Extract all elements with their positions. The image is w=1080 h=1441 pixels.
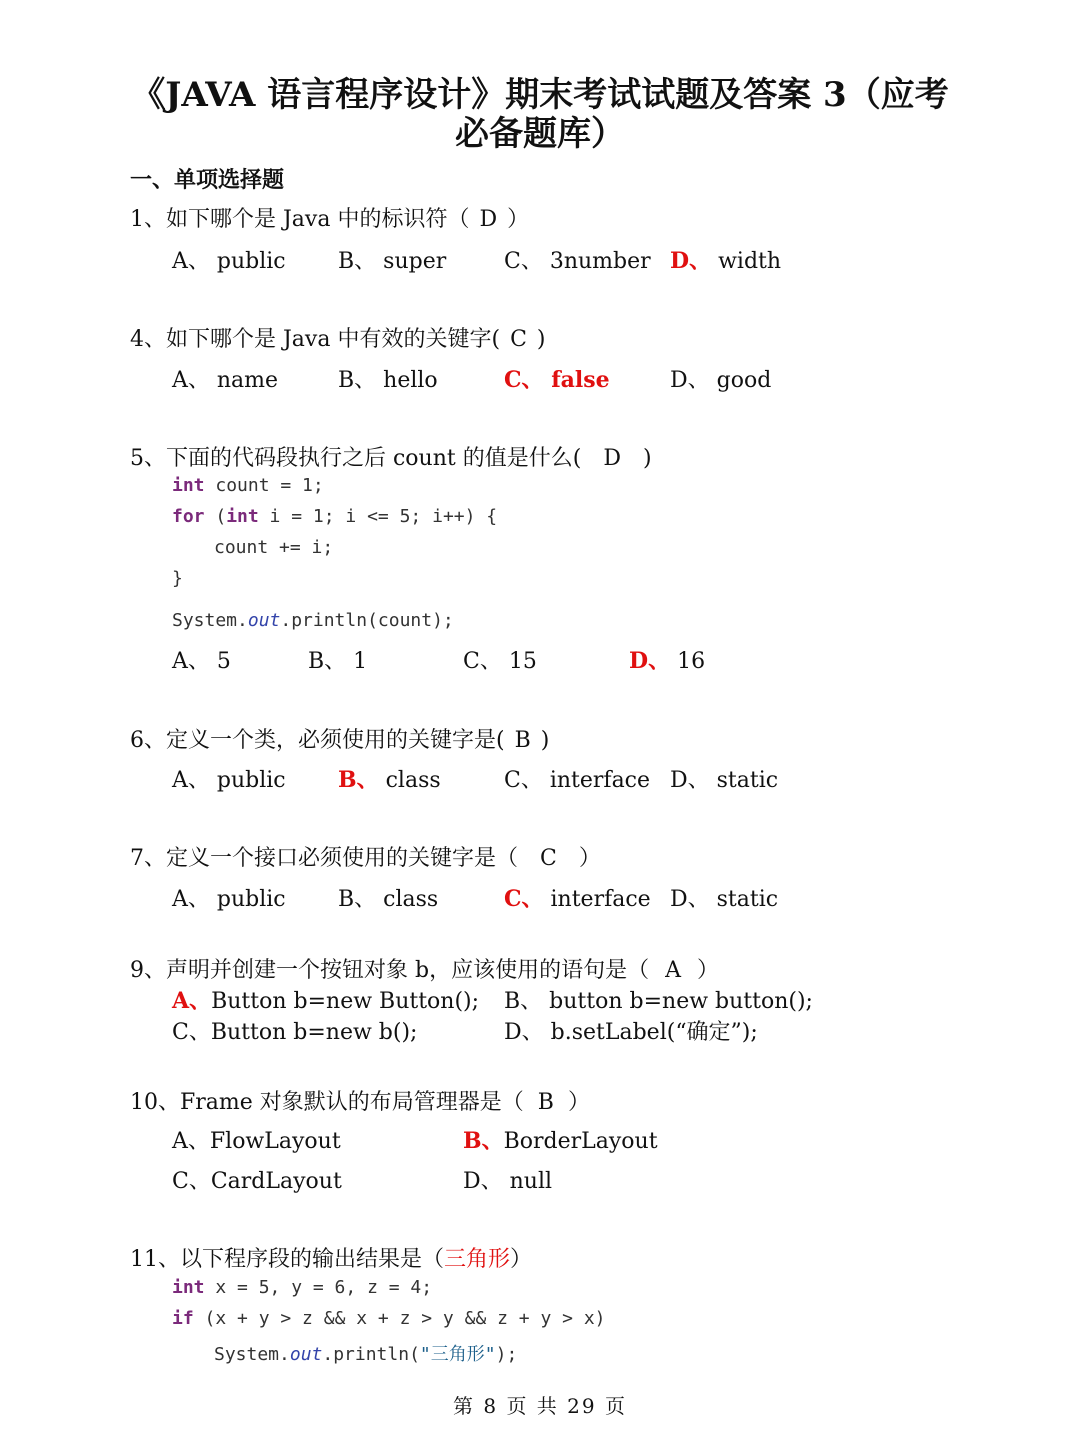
question-answer: D [603,446,621,471]
page-title-line2: 必备题库） [455,114,625,154]
q11-code-line-2 [172,1308,606,1329]
q1-option-d [670,244,781,275]
option-letter-correct: C、 [504,367,544,393]
q1-option-c [504,244,651,275]
q9-option-a [172,984,479,1015]
option-text: hello [383,368,438,393]
q6-option-a [172,763,286,794]
q1-option-a [172,244,286,275]
option-text: static [716,887,779,912]
q5-option-b [308,644,367,675]
option-text: public [216,249,286,274]
question-stem-text: 6、定义一个类，必须使用的关键字是( [130,728,505,753]
option-letter: A、 [172,887,210,912]
question-close: ） [696,958,719,983]
option-text: button b=new button(); [549,989,813,1014]
q9-option-b [504,984,813,1015]
option-text: Button b=new Button(); [211,989,480,1014]
question-answer: C [510,327,527,352]
option-text: good [716,368,772,393]
code-text: count = 1; [204,475,324,496]
question-close: ) [642,446,652,471]
question-close: ) [536,327,546,352]
option-letter-correct: D、 [629,648,671,674]
option-text: 1 [353,649,368,674]
q5-code-line-5 [172,610,454,631]
q10-option-d [463,1164,552,1195]
q6-option-c [504,763,650,794]
q10-option-a [172,1124,341,1155]
question-stem-text: 9、声明并创建一个按钮对象 b，应该使用的语句是（ [130,958,650,983]
q5-code-line-1 [172,475,324,496]
option-letter-correct: B、 [338,767,379,793]
option-letter: D、 [670,368,710,393]
q5-code-line-2 [172,506,497,527]
section-heading: 一、单项选择题 [130,167,285,193]
question-answer: A [665,958,681,983]
option-letter: B、 [308,649,347,674]
code-text: System. [214,1344,290,1365]
question-answer: B [537,1090,554,1115]
code-text: System. [172,610,248,631]
code-text: ); [495,1344,518,1365]
option-letter: D、 [504,1020,544,1045]
q6-option-b [338,763,441,794]
question-answer: B [514,728,531,753]
q5-option-c [463,644,537,675]
code-keyword: if [172,1308,194,1329]
option-letter: B、 [338,368,377,393]
option-text: public [216,768,286,793]
option-text: super [383,249,447,274]
q6-option-d [670,763,778,794]
question-close: ） [567,1090,590,1115]
option-text: null [509,1169,553,1194]
q4-option-b [338,363,438,394]
option-text: class [383,887,439,912]
option-letter: D、 [670,887,710,912]
option-letter-correct: B、 [463,1128,504,1154]
option-letter-correct: C、 [504,886,544,912]
option-letter: C、 [504,249,543,274]
code-keyword: int [172,1277,205,1298]
option-text: 16 [677,649,706,674]
option-text: Button b=new b(); [210,1020,418,1045]
option-text: 3number [549,249,651,274]
code-text: .println( [322,1344,420,1365]
q11-code-line-3 [214,1340,517,1366]
q11-code-line-1 [172,1277,432,1298]
option-text: 5 [216,649,231,674]
option-text: interface [549,768,651,793]
question-answer: D [479,207,498,232]
option-text-correct: false [551,367,610,393]
q4-option-d [670,363,771,394]
question-stem-text: 11、以下程序段的输出结果是（ [130,1247,444,1272]
question-5-stem [130,441,652,472]
option-text: interface [550,887,651,912]
option-text: CardLayout [210,1169,342,1194]
question-9-stem [130,953,719,984]
q5-code-line-3: count += i; [214,537,334,558]
option-letter: A、 [172,768,210,793]
code-keyword: int [226,506,259,527]
option-text: static [716,768,779,793]
option-letter: C、 [463,649,502,674]
code-text: .println(count); [280,610,454,631]
q7-option-d [670,882,778,913]
option-text: 15 [508,649,537,674]
option-text: FlowLayout [209,1129,341,1154]
question-stem-text: 4、如下哪个是 Java 中有效的关键字( [130,327,501,352]
option-text: BorderLayout [503,1129,658,1154]
option-letter-correct: A、 [172,988,212,1014]
question-stem-text: 5、下面的代码段执行之后 count 的值是什么( [130,446,582,471]
question-11-stem [130,1242,532,1273]
question-answer: 三角形 [444,1247,511,1272]
option-text: class [385,768,441,793]
question-stem-text: 7、定义一个接口必须使用的关键字是（ [130,846,518,871]
question-close: ） [578,846,601,871]
question-answer: C [540,846,557,871]
question-stem-text: 1、如下哪个是 Java 中的标识符（ [130,207,470,232]
question-4-stem [130,322,546,353]
q9-option-c [172,1015,417,1046]
q1-option-b [338,244,446,275]
option-letter: B、 [504,989,543,1014]
option-letter-correct: D、 [670,248,712,274]
code-field: out [289,1344,323,1365]
option-letter: A、 [172,368,210,393]
code-text: i = 1; i <= 5; i++) { [258,506,498,527]
option-letter: C、 [504,768,543,793]
q4-option-a [172,363,278,394]
code-string: "三角形" [419,1344,496,1365]
q9-option-d [504,1015,758,1046]
option-letter: B、 [338,887,377,912]
question-close: ） [507,207,530,232]
option-letter: B、 [338,249,377,274]
code-keyword: int [172,475,205,496]
option-letter: C、 [172,1169,211,1194]
q7-option-a [172,882,286,913]
q5-option-a [172,644,231,675]
question-6-stem [130,723,549,754]
code-field: out [247,610,281,631]
option-text: public [216,887,286,912]
page-footer: 第 8 页 共 29 页 [453,1394,627,1418]
question-10-stem [130,1085,590,1116]
page-title-line1: 《JAVA 语言程序设计》期末考试试题及答案 3（应考 [131,75,949,115]
code-keyword: for [172,506,205,527]
option-letter: A、 [172,649,210,674]
option-letter: D、 [670,768,710,793]
option-letter: A、 [172,249,210,274]
code-text: x = 5, y = 6, z = 4; [204,1277,433,1298]
q7-option-c [504,882,651,913]
code-text: (x + y > z && x + z > y && z + y > x) [193,1308,606,1329]
question-close: ） [510,1247,533,1272]
question-close: ) [540,728,550,753]
q4-option-c-correct [504,363,610,394]
option-text: width [718,249,782,274]
option-text: b.setLabel(“确定”); [550,1020,758,1045]
question-7-stem [130,841,601,872]
q5-code-line-4: } [172,568,183,589]
code-text: ( [204,506,227,527]
question-stem-text: 10、Frame 对象默认的布局管理器是（ [130,1090,524,1115]
option-letter: D、 [463,1169,503,1194]
question-1-stem [130,202,529,233]
q10-option-b [463,1124,658,1155]
q5-option-d [629,644,705,675]
q7-option-b [338,882,438,913]
option-letter: A、 [172,1129,210,1154]
q10-option-c [172,1164,342,1195]
option-letter: C、 [172,1020,211,1045]
option-text: name [216,368,279,393]
